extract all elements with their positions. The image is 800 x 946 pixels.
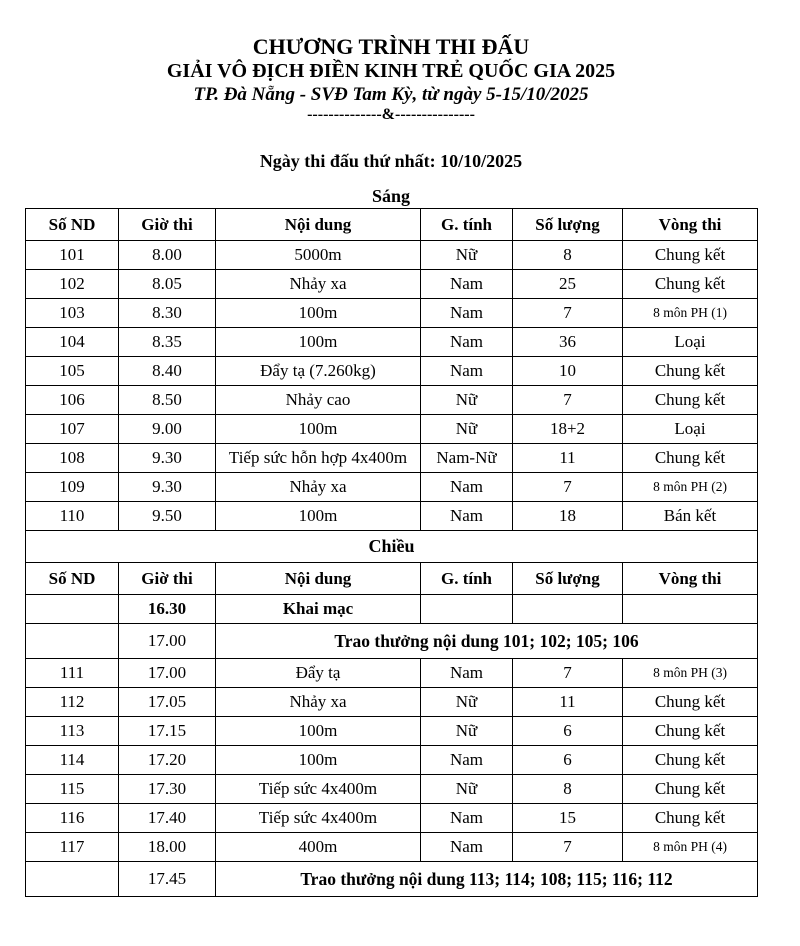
cell-quantity: 11 [513, 444, 623, 473]
cell-gender: Nam-Nữ [421, 444, 513, 473]
cell-event-number: 113 [26, 717, 119, 746]
cell-time: 17.00 [119, 624, 216, 659]
schedule-table-body [26, 209, 758, 897]
cell-time: 8.50 [119, 386, 216, 415]
cell-gender: Nữ [421, 717, 513, 746]
col-header: Nội dung [216, 209, 421, 241]
cell-gender: Nam [421, 502, 513, 531]
cell-gender: Nữ [421, 386, 513, 415]
col-header: Số lượng [513, 209, 623, 241]
cell-event-number: 112 [26, 688, 119, 717]
cell-event-name: Đẩy tạ [216, 659, 421, 688]
table-row [26, 775, 758, 804]
table-row [26, 299, 758, 328]
cell-event-number: 106 [26, 386, 119, 415]
schedule-table [25, 208, 758, 897]
cell-event-name: 100m [216, 502, 421, 531]
cell-time: 17.40 [119, 804, 216, 833]
table-row [26, 659, 758, 688]
document-header [25, 0, 757, 207]
table-row [26, 502, 758, 531]
cell-time: 9.30 [119, 473, 216, 502]
table-row [26, 688, 758, 717]
cell-quantity: 15 [513, 804, 623, 833]
cell-time: 17.05 [119, 688, 216, 717]
cell-round: Loại [623, 328, 758, 357]
table-row [26, 386, 758, 415]
table-row [26, 241, 758, 270]
table-row [26, 624, 758, 659]
cell-gender: Nam [421, 357, 513, 386]
cell-event-name: Tiếp sức 4x400m [216, 775, 421, 804]
cell-quantity: 7 [513, 299, 623, 328]
cell-round: Chung kết [623, 386, 758, 415]
cell-quantity: 18 [513, 502, 623, 531]
cell-time: 17.00 [119, 659, 216, 688]
cell-round: Chung kết [623, 775, 758, 804]
cell-event-number: 116 [26, 804, 119, 833]
cell-quantity: 18+2 [513, 415, 623, 444]
cell-event-number: 102 [26, 270, 119, 299]
ornament-separator: --------------&--------------- [307, 106, 475, 123]
col-header: Số lượng [513, 563, 623, 595]
cell-round: 8 môn PH (1) [623, 299, 758, 328]
cell-time: 8.30 [119, 299, 216, 328]
cell-event-name: 100m [216, 415, 421, 444]
cell-round: Chung kết [623, 444, 758, 473]
header-row [26, 209, 758, 241]
cell-event-name: Khai mạc [216, 595, 421, 624]
cell-time: 17.30 [119, 775, 216, 804]
cell-quantity: 6 [513, 717, 623, 746]
cell-gender: Nữ [421, 241, 513, 270]
table-row [26, 833, 758, 862]
cell-gender: Nam [421, 299, 513, 328]
col-header: Giờ thi [119, 209, 216, 241]
table-row [26, 415, 758, 444]
table-row [26, 717, 758, 746]
cell-gender: Nam [421, 746, 513, 775]
cell-time: 18.00 [119, 833, 216, 862]
col-header: Giờ thi [119, 563, 216, 595]
cell-gender: Nam [421, 473, 513, 502]
table-row [26, 746, 758, 775]
cell-quantity: 7 [513, 473, 623, 502]
cell-gender: Nữ [421, 775, 513, 804]
cell-round: Loại [623, 415, 758, 444]
col-header: Nội dung [216, 563, 421, 595]
cell-gender: Nam [421, 659, 513, 688]
tournament-title: GIẢI VÔ ĐỊCH ĐIỀN KINH TRẺ QUỐC GIA 2025 [166, 60, 616, 82]
cell-event-name: 100m [216, 299, 421, 328]
cell-time: 8.00 [119, 241, 216, 270]
cell-round: Chung kết [623, 241, 758, 270]
venue-subtitle: TP. Đà Nẵng - SVĐ Tam Kỳ, từ ngày 5-15/10/2025 [193, 84, 589, 105]
cell-event-name: 100m [216, 328, 421, 357]
day-title: Ngày thi đấu thứ nhất: 10/10/2025 [259, 151, 523, 171]
session-morning-label: Sáng [371, 186, 411, 206]
cell-round: Chung kết [623, 746, 758, 775]
cell-time: 8.35 [119, 328, 216, 357]
cell-round: Chung kết [623, 804, 758, 833]
cell-time: 9.30 [119, 444, 216, 473]
col-header: Số ND [26, 563, 119, 595]
cell-round [623, 595, 758, 624]
cell-event-number: 107 [26, 415, 119, 444]
cell-event-number: 101 [26, 241, 119, 270]
table-row [26, 804, 758, 833]
cell-gender [421, 595, 513, 624]
cell-time: 16.30 [119, 595, 216, 624]
table-row [26, 862, 758, 897]
cell-time: 8.40 [119, 357, 216, 386]
cell-time: 8.05 [119, 270, 216, 299]
cell-event-number: 117 [26, 833, 119, 862]
cell-quantity: 8 [513, 241, 623, 270]
cell-event-number: 105 [26, 357, 119, 386]
cell-event-number: 111 [26, 659, 119, 688]
cell-gender: Nữ [421, 688, 513, 717]
cell-time: 9.50 [119, 502, 216, 531]
col-header: G. tính [421, 209, 513, 241]
col-header: Số ND [26, 209, 119, 241]
cell-event-name: Đẩy tạ (7.260kg) [216, 357, 421, 386]
cell-round: 8 môn PH (3) [623, 659, 758, 688]
cell-event-number [26, 862, 119, 897]
cell-event-name: 5000m [216, 241, 421, 270]
table-row [26, 595, 758, 624]
cell-event-name: Nhảy xa [216, 270, 421, 299]
cell-gender: Nam [421, 328, 513, 357]
table-row [26, 473, 758, 502]
cell-award-text: Trao thưởng nội dung 113; 114; 108; 115; 116; 112 [216, 862, 758, 897]
cell-quantity: 10 [513, 357, 623, 386]
cell-event-number: 108 [26, 444, 119, 473]
cell-time: 17.15 [119, 717, 216, 746]
page-title: CHƯƠNG TRÌNH THI ĐẤU [252, 34, 530, 59]
cell-time: 9.00 [119, 415, 216, 444]
cell-event-number: 114 [26, 746, 119, 775]
cell-event-name: Tiếp sức hỗn hợp 4x400m [216, 444, 421, 473]
cell-time: 17.45 [119, 862, 216, 897]
session-afternoon-label: Chiều [26, 531, 758, 563]
header-row [26, 563, 758, 595]
cell-event-name: 400m [216, 833, 421, 862]
cell-quantity: 25 [513, 270, 623, 299]
cell-event-number: 109 [26, 473, 119, 502]
cell-event-number [26, 595, 119, 624]
cell-round: 8 môn PH (4) [623, 833, 758, 862]
table-row [26, 270, 758, 299]
col-header: Vòng thi [623, 563, 758, 595]
cell-event-name: 100m [216, 717, 421, 746]
cell-round: Chung kết [623, 357, 758, 386]
table-row [26, 444, 758, 473]
cell-event-name: Nhảy cao [216, 386, 421, 415]
cell-quantity: 8 [513, 775, 623, 804]
cell-quantity: 7 [513, 833, 623, 862]
col-header: G. tính [421, 563, 513, 595]
cell-round: Chung kết [623, 717, 758, 746]
cell-time: 17.20 [119, 746, 216, 775]
cell-gender: Nam [421, 804, 513, 833]
cell-quantity: 36 [513, 328, 623, 357]
cell-quantity: 11 [513, 688, 623, 717]
cell-round: Chung kết [623, 270, 758, 299]
session-row [26, 531, 758, 563]
cell-round: Bán kết [623, 502, 758, 531]
cell-event-name: Tiếp sức 4x400m [216, 804, 421, 833]
cell-event-number: 104 [26, 328, 119, 357]
cell-event-number: 110 [26, 502, 119, 531]
cell-round: Chung kết [623, 688, 758, 717]
col-header: Vòng thi [623, 209, 758, 241]
cell-event-number: 115 [26, 775, 119, 804]
table-row [26, 357, 758, 386]
cell-gender: Nữ [421, 415, 513, 444]
cell-event-number [26, 624, 119, 659]
cell-gender: Nam [421, 270, 513, 299]
cell-event-name: Nhảy xa [216, 473, 421, 502]
cell-event-name: Nhảy xa [216, 688, 421, 717]
cell-award-text: Trao thưởng nội dung 101; 102; 105; 106 [216, 624, 758, 659]
cell-quantity: 6 [513, 746, 623, 775]
cell-quantity: 7 [513, 659, 623, 688]
cell-event-number: 103 [26, 299, 119, 328]
table-row [26, 328, 758, 357]
cell-quantity: 7 [513, 386, 623, 415]
cell-gender: Nam [421, 833, 513, 862]
cell-round: 8 môn PH (2) [623, 473, 758, 502]
cell-quantity [513, 595, 623, 624]
cell-event-name: 100m [216, 746, 421, 775]
